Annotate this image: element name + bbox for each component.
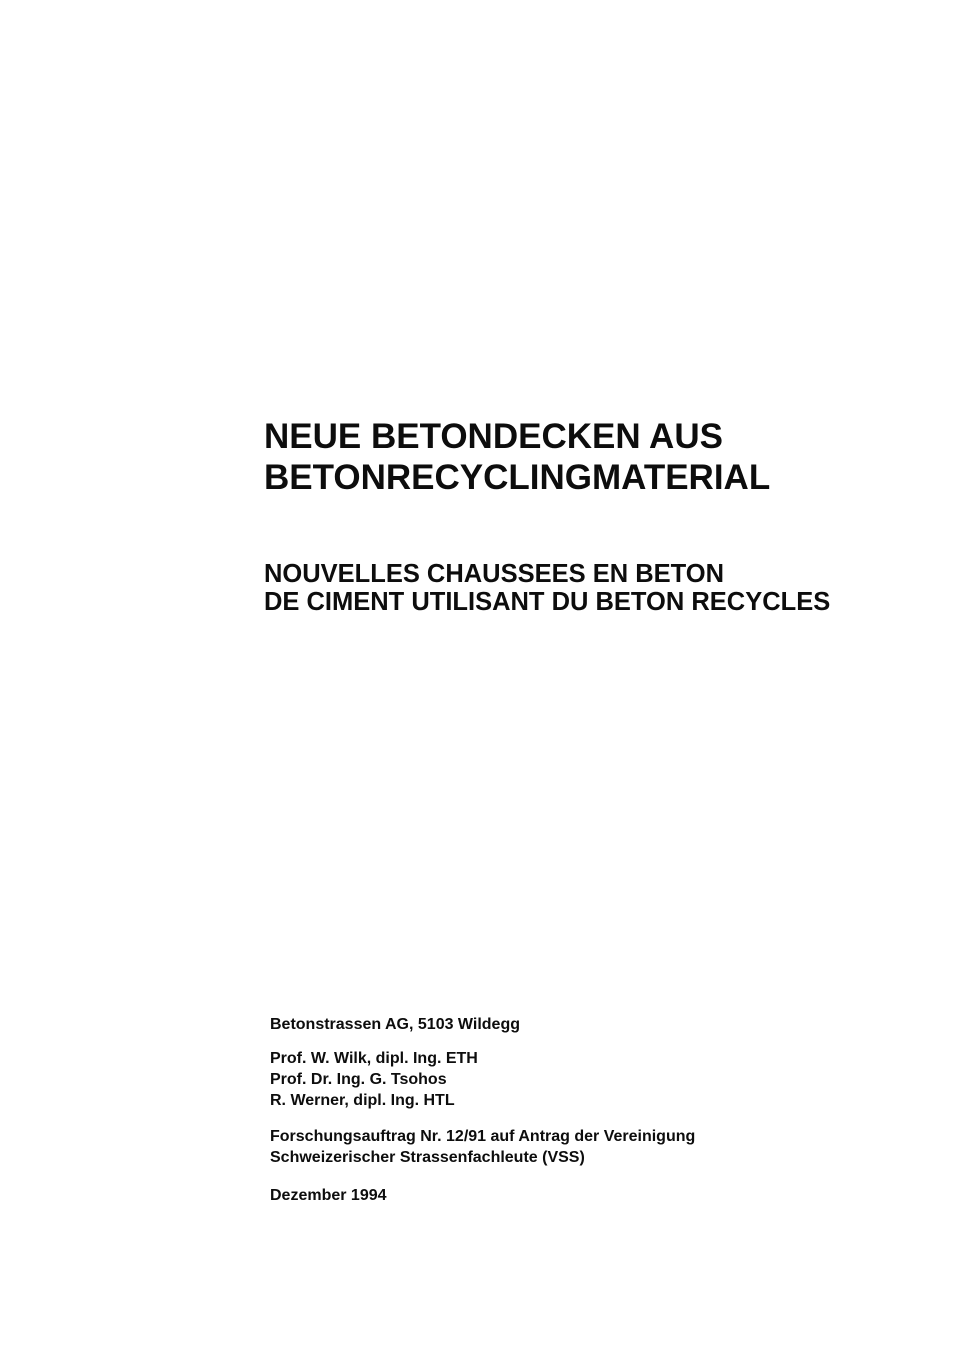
- subtitle-line: NOUVELLES CHAUSSEES EN BETON: [264, 560, 725, 588]
- title-line: NEUE BETONDECKEN AUS: [264, 417, 723, 456]
- organization: Betonstrassen AG, 5103 Wildegg: [270, 1016, 520, 1033]
- author: R. Werner, dipl. Ing. HTL: [270, 1092, 455, 1109]
- research-order: [270, 1126, 695, 1168]
- title-line: BETONRECYCLINGMATERIAL: [264, 458, 771, 497]
- document-title: [264, 416, 770, 498]
- research-order-line: Forschungsauftrag Nr. 12/91 auf Antrag der Vereinigung: [270, 1128, 696, 1145]
- author-list: [270, 1048, 478, 1111]
- publication-date: Dezember 1994: [270, 1187, 387, 1204]
- author: Prof. Dr. Ing. G. Tsohos: [270, 1071, 447, 1088]
- author: Prof. W. Wilk, dipl. Ing. ETH: [270, 1050, 478, 1067]
- subtitle-line: DE CIMENT UTILISANT DU BETON RECYCLES: [264, 588, 831, 616]
- research-order-line: Schweizerischer Strassenfachleute (VSS): [270, 1149, 585, 1166]
- document-subtitle: [264, 560, 830, 616]
